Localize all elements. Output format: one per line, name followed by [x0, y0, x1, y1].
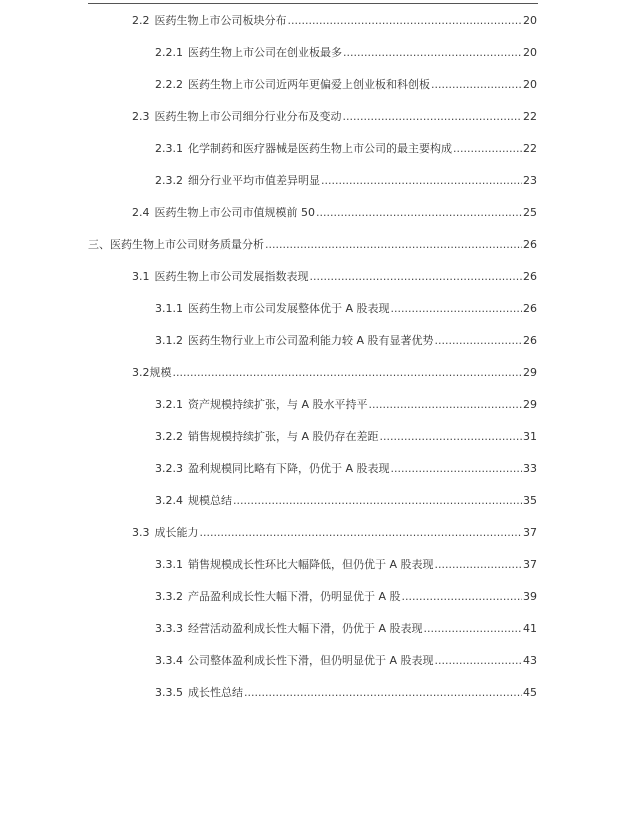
toc-entry-number: 3.2.3: [155, 462, 183, 475]
toc-entry[interactable]: [155, 76, 537, 94]
toc-entry-page: 37: [523, 526, 537, 539]
toc-entry-page: 26: [523, 238, 537, 251]
toc-entry-page: 29: [523, 366, 537, 379]
toc-entry-title: 成长能力: [154, 526, 199, 539]
dot-leader: [369, 396, 522, 414]
dot-leader: [402, 588, 522, 606]
toc-entry-title: 公司整体盈利成长性下滑，但仍明显优于 A 股表现: [188, 654, 434, 667]
dot-leader: [310, 268, 523, 286]
toc-entry[interactable]: [155, 620, 537, 638]
dot-leader: [343, 108, 523, 126]
dot-leader: [435, 332, 522, 350]
toc-entry-title: 销售规模成长性环比大幅降低，但仍优于 A 股表现: [188, 558, 434, 571]
toc-entry[interactable]: [132, 204, 537, 222]
toc-entry-page: 33: [523, 462, 537, 475]
toc-entry-page: 20: [523, 46, 537, 59]
toc-entry-page: 45: [523, 686, 537, 699]
toc-entry-number: 3.3.3: [155, 622, 183, 635]
toc-entry-number: 2.3.2: [155, 174, 183, 187]
toc-entry-page: 26: [523, 302, 537, 315]
toc-entry-page: 31: [523, 430, 537, 443]
toc-entry[interactable]: [132, 268, 537, 286]
toc-entry-page: 29: [523, 398, 537, 411]
toc-entry-page: 43: [523, 654, 537, 667]
toc-entry[interactable]: [132, 108, 537, 126]
toc-entry-title: 经营活动盈利成长性大幅下滑，仍优于 A 股表现: [188, 622, 423, 635]
toc-entry-number: 2.2.1: [155, 46, 183, 59]
toc-entry-title: 产品盈利成长性大幅下滑，仍明显优于 A 股: [188, 590, 401, 603]
toc-entry[interactable]: [88, 236, 537, 254]
toc-entry-title: 医药生物上市公司市值规模前 50: [154, 206, 315, 219]
toc-entry-page: 22: [523, 142, 537, 155]
toc-entry-page: 37: [523, 558, 537, 571]
dot-leader: [173, 364, 523, 382]
toc-entry-title: 医药生物上市公司细分行业分布及变动: [154, 110, 342, 123]
toc-entry-title: 医药生物上市公司近两年更偏爱上创业板和科创板: [188, 78, 430, 91]
toc-entry[interactable]: [155, 460, 537, 478]
toc-entry-title: 细分行业平均市值差异明显: [188, 174, 320, 187]
toc-entry-page: 20: [523, 14, 537, 27]
dot-leader: [380, 428, 522, 446]
toc-entry[interactable]: [132, 524, 537, 542]
toc-entry[interactable]: [132, 364, 537, 382]
toc-entry-number: 2.3: [132, 110, 150, 123]
toc-entry[interactable]: [155, 492, 537, 510]
toc-entry-title: 规模: [149, 366, 172, 379]
toc-entry-number: 3.2: [132, 366, 150, 379]
toc-entry-number: 3.1.2: [155, 334, 183, 347]
toc-entry-number: 2.3.1: [155, 142, 183, 155]
toc-entry-title: 医药生物上市公司在创业板最多: [188, 46, 342, 59]
toc-entry-page: 22: [523, 110, 537, 123]
dot-leader: [424, 620, 522, 638]
toc-entry-number: 3.3: [132, 526, 150, 539]
toc-entry[interactable]: [155, 684, 537, 702]
toc-entry[interactable]: [155, 332, 537, 350]
toc-entry[interactable]: [155, 652, 537, 670]
toc-entry[interactable]: [155, 140, 537, 158]
toc-entry-page: 26: [523, 270, 537, 283]
toc-entry-title: 成长性总结: [188, 686, 243, 699]
toc-entry-title: 医药生物上市公司财务质量分析: [110, 238, 264, 251]
toc-entry-number: 3.3.4: [155, 654, 183, 667]
toc-entry[interactable]: [155, 556, 537, 574]
toc-entry-title: 医药生物上市公司板块分布: [154, 14, 287, 27]
toc-entry-number: 2.4: [132, 206, 150, 219]
toc-entry[interactable]: [132, 12, 537, 30]
toc-entry-number: 2.2: [132, 14, 150, 27]
toc-entry[interactable]: [155, 396, 537, 414]
toc-entry-title: 资产规模持续扩张，与 A 股水平持平: [188, 398, 368, 411]
toc-entry-number: 2.2.2: [155, 78, 183, 91]
toc-entry-number: 3.3.5: [155, 686, 183, 699]
toc-entry-page: 35: [523, 494, 537, 507]
toc-entry-title: 医药生物行业上市公司盈利能力较 A 股有显著优势: [188, 334, 434, 347]
toc-entry-title: 化学制药和医疗器械是医药生物上市公司的最主要构成: [188, 142, 452, 155]
toc-entry-number: 3.3.2: [155, 590, 183, 603]
top-rule: [88, 3, 538, 4]
dot-leader: [431, 76, 522, 94]
dot-leader: [391, 300, 522, 318]
dot-leader: [435, 652, 522, 670]
toc-entry-number: 3.2.2: [155, 430, 183, 443]
toc-entry-page: 41: [523, 622, 537, 635]
toc-entry-page: 25: [523, 206, 537, 219]
toc-entry-number: 3.2.1: [155, 398, 183, 411]
dot-leader: [453, 140, 522, 158]
toc-entry[interactable]: [155, 428, 537, 446]
toc-entry-number: 3.3.1: [155, 558, 183, 571]
dot-leader: [391, 460, 522, 478]
toc-entry-page: 23: [523, 174, 537, 187]
toc-entry-page: 39: [523, 590, 537, 603]
toc-entry-title: 医药生物上市公司发展整体优于 A 股表现: [188, 302, 390, 315]
dot-leader: [265, 236, 522, 254]
dot-leader: [321, 172, 522, 190]
toc-entry[interactable]: [155, 44, 537, 62]
toc-entry-number: 3.1: [132, 270, 150, 283]
dot-leader: [288, 12, 523, 30]
toc-entry-title: 盈利规模同比略有下降，仍优于 A 股表现: [188, 462, 390, 475]
toc-entry-number: 3.1.1: [155, 302, 183, 315]
toc-entry-title: 医药生物上市公司发展指数表现: [154, 270, 309, 283]
toc-entry-number: 3.2.4: [155, 494, 183, 507]
toc-entry[interactable]: [155, 588, 537, 606]
toc-entry[interactable]: [155, 172, 537, 190]
dot-leader: [233, 492, 522, 510]
dot-leader: [200, 524, 523, 542]
toc-entry[interactable]: [155, 300, 537, 318]
toc-entry-page: 26: [523, 334, 537, 347]
toc-entry-title: 销售规模持续扩张，与 A 股仍存在差距: [188, 430, 379, 443]
dot-leader: [244, 684, 522, 702]
toc-entry-title: 规模总结: [188, 494, 232, 507]
dot-leader: [343, 44, 522, 62]
dot-leader: [316, 204, 522, 222]
dot-leader: [435, 556, 522, 574]
toc-entry-number: 三、: [88, 238, 110, 251]
toc-entry-page: 20: [523, 78, 537, 91]
